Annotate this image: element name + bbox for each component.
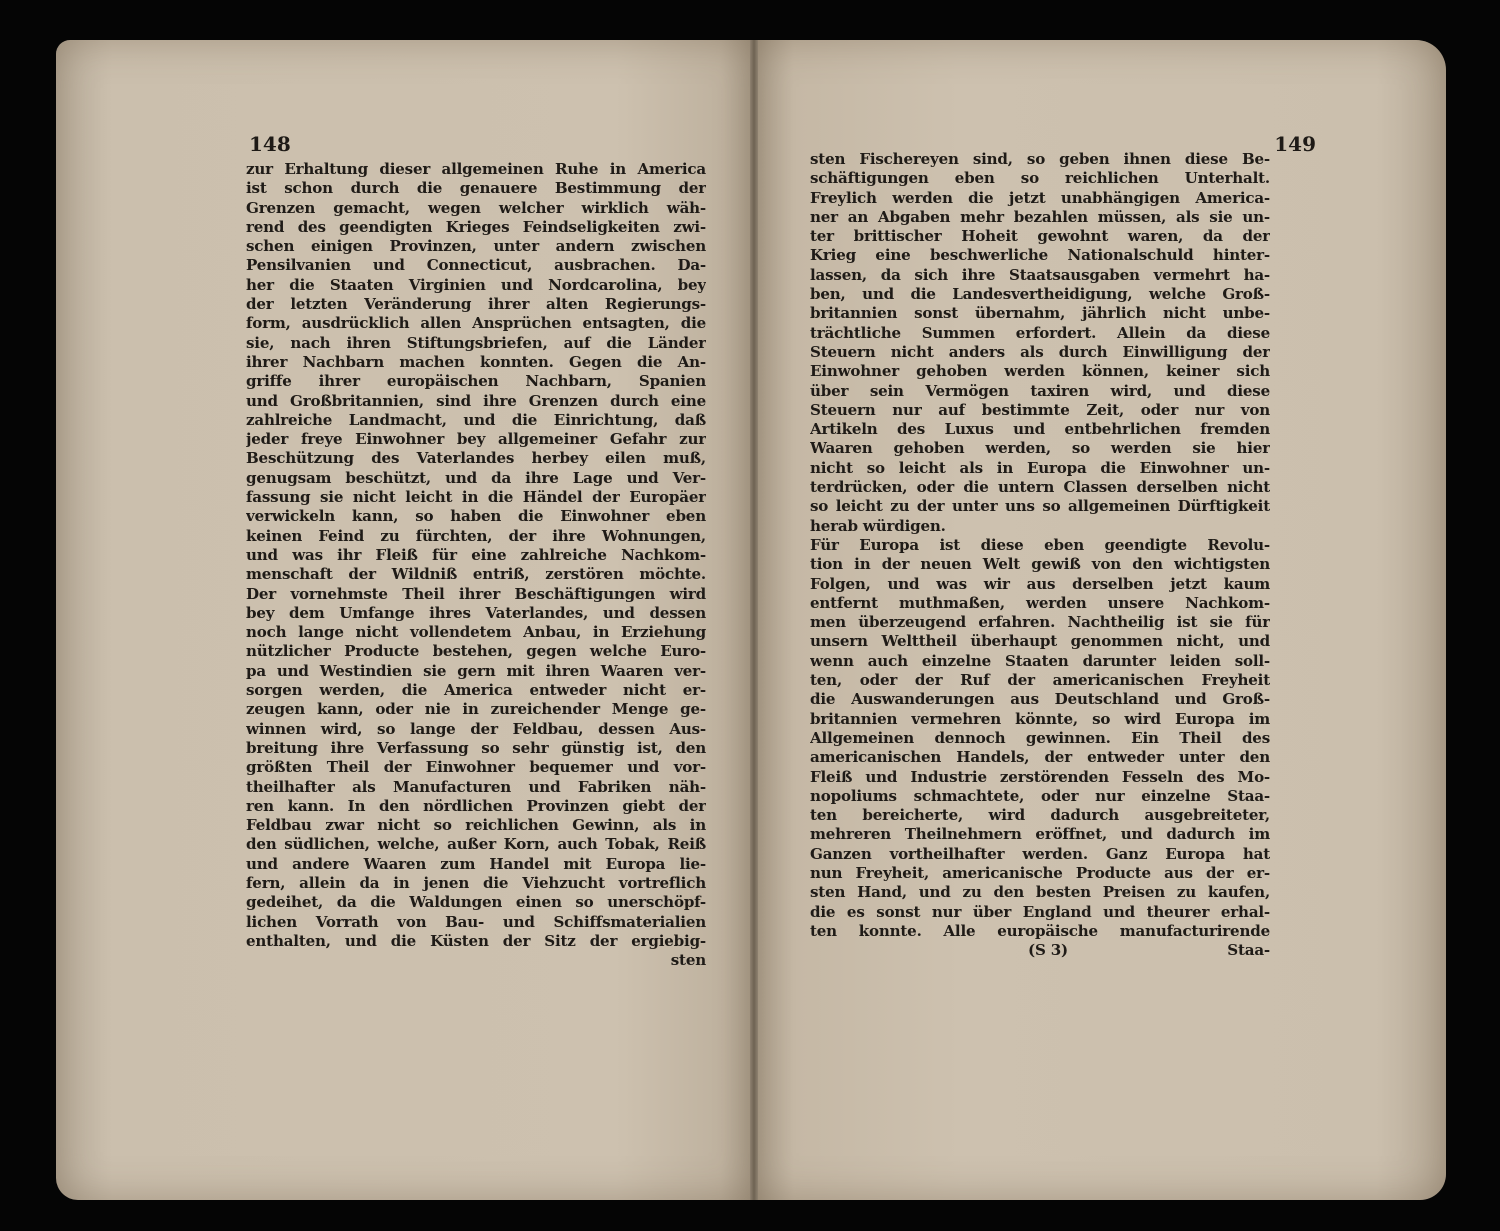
text-line: fern, allein da in jenen die Viehzucht vortreflich [246,873,706,892]
text-line: Artikeln des Luxus und entbehrlichen fremden [810,420,1270,439]
text-line: größten Theil der Einwohner bequemer und vor- [246,758,706,777]
text-line: griffe ihrer europäischen Nachbarn, Spanien [246,372,706,391]
text-line: Steuern nicht anders als durch Einwilligung der [810,342,1270,361]
text-line: gedeihet, da die Waldungen einen so unerschöpf- [246,893,706,912]
text-line: ten, oder der Ruf der americanischen Freyheit [810,671,1270,690]
left-page-text [246,160,706,970]
text-line: jeder freye Einwohner bey allgemeiner Gefahr zur [246,430,706,449]
text-line: zeugen kann, oder nie in zureichender Menge ge- [246,700,706,719]
text-line: Grenzen gemacht, wegen welcher wirklich wäh- [246,198,706,217]
text-line: verwickeln kann, so haben die Einwohner eben [246,507,706,526]
text-line: schäftigungen eben so reichlichen Unterhalt. [810,169,1270,188]
catchword: Staa- [1227,941,1270,960]
text-line: nun Freyheit, americanische Producte aus der er- [810,863,1270,882]
text-line: Waaren gehoben werden, so werden sie hier [810,439,1270,458]
text-line: Feldbau zwar nicht so reichlichen Gewinn, als in [246,816,706,835]
open-book [56,40,1446,1200]
text-line: Ganzen vortheilhafter werden. Ganz Europa hat [810,844,1270,863]
right-page-text [810,150,1270,960]
text-line: terdrücken, oder die untern Classen derselben nicht [810,478,1270,497]
text-line: den südlichen, welche, außer Korn, auch Tobak, Reiß [246,835,706,854]
text-line: mehreren Theilnehmern eröffnet, und dadurch im [810,825,1270,844]
book-gutter [750,40,758,1200]
text-line: keinen Feind zu fürchten, der ihre Wohnungen, [246,526,706,545]
text-line: her die Staaten Virginien und Nordcarolina, bey [246,275,706,294]
text-line: noch lange nicht vollendetem Anbau, in Erziehung [246,623,706,642]
text-line: nützlicher Producte bestehen, gegen welche Euro- [246,642,706,661]
text-line: americanischen Handels, der entweder unter den [810,748,1270,767]
text-line: die es sonst nur über England und theurer erhal- [810,902,1270,921]
text-line: unsern Welttheil überhaupt genommen nicht, und [810,632,1270,651]
text-line: winnen wird, so lange der Feldbau, dessen Aus- [246,719,706,738]
text-line: ner an Abgaben mehr bezahlen müssen, als sie un- [810,207,1270,226]
text-line: pa und Westindien sie gern mit ihren Waaren ver- [246,661,706,680]
text-line: entfernt muthmaßen, werden unsere Nachkom- [810,593,1270,612]
text-line: und was ihr Fleiß für eine zahlreiche Nachkom- [246,545,706,564]
page-number-left: 148 [249,132,291,156]
text-line: ren kann. In den nördlichen Provinzen giebt der [246,796,706,815]
text-line: lichen Vorrath von Bau- und Schiffsmaterialien [246,912,706,931]
text-line: zahlreiche Landmacht, und die Einrichtung, daß [246,410,706,429]
text-line: form, ausdrücklich allen Ansprüchen entsagten, die [246,314,706,333]
catchword: sten [670,951,706,970]
text-line: Pensilvanien und Connecticut, ausbrachen. Da- [246,256,706,275]
text-line: so leicht zu der unter uns so allgemeinen Dürftigkeit [810,497,1270,516]
page-number-right: 149 [1274,132,1316,156]
text-line: wenn auch einzelne Staaten darunter leiden soll- [810,651,1270,670]
text-line: britannien vermehren könnte, so wird Europa im [810,709,1270,728]
text-line: britannien sonst übernahm, jährlich nicht unbe- [810,304,1270,323]
text-line: men überzeugend erfahren. Nachtheilig ist sie für [810,613,1270,632]
text-line: herab würdigen. [810,516,946,535]
text-line: Allgemeinen dennoch gewinnen. Ein Theil des [810,728,1270,747]
text-line: breitung ihre Verfassung so sehr günstig ist, den [246,738,706,757]
text-line: sie, nach ihren Stiftungsbriefen, auf die Länder [246,333,706,352]
text-line: ten bereicherte, wird dadurch ausgebreiteter, [810,806,1270,825]
text-line: ter brittischer Hoheit gewohnt waren, da der [810,227,1270,246]
text-line: zur Erhaltung dieser allgemeinen Ruhe in America [246,160,706,178]
text-line: der letzten Veränderung ihrer alten Regierungs- [246,295,706,314]
text-line: rend des geendigten Krieges Feindseligkeiten zwi- [246,217,706,236]
text-line: menschaft der Wildniß entriß, zerstören möchte. [246,565,706,584]
text-line: sten Hand, und zu den besten Preisen zu kaufen, [810,883,1270,902]
text-line: die Auswanderungen aus Deutschland und Groß- [810,690,1270,709]
text-line: enthalten, und die Küsten der Sitz der ergiebig- [246,931,706,950]
left-page [56,40,756,1200]
text-line: Krieg eine beschwerliche Nationalschuld hinter- [810,246,1270,265]
text-line: schen einigen Provinzen, unter andern zwischen [246,237,706,256]
text-line: theilhafter als Manufacturen und Fabriken näh- [246,777,706,796]
text-line: Für Europa ist diese eben geendigte Revolu- [810,535,1270,554]
text-line: Folgen, und was wir aus derselben jetzt kaum [810,574,1270,593]
right-page [752,40,1446,1200]
page-footer [810,941,1270,960]
text-line: ist schon durch die genauere Bestimmung der [246,179,706,198]
text-line: Steuern nur auf bestimmte Zeit, oder nur von [810,400,1270,419]
text-line: Der vornehmste Theil ihrer Beschäftigungen wird [246,584,706,603]
text-line: sten Fischereyen sind, so geben ihnen diese Be- [810,150,1270,168]
text-line: bey dem Umfange ihres Vaterlandes, und dessen [246,603,706,622]
text-line: Einwohner gehoben werden können, keiner sich [810,362,1270,381]
text-line: genugsam beschützt, und da ihre Lage und Ver- [246,468,706,487]
text-line: ihrer Nachbarn machen konnten. Gegen die An- [246,352,706,371]
text-line: sorgen werden, die America entweder nicht er- [246,681,706,700]
text-line: Fleiß und Industrie zerstörenden Fesseln des Mo- [810,767,1270,786]
text-line: Freylich werden die jetzt unabhängigen America- [810,188,1270,207]
text-line: nopoliums schmachtete, oder nur einzelne Staa- [810,786,1270,805]
text-line: ben, und die Landesvertheidigung, welche Groß- [810,285,1270,304]
text-line: lassen, da sich ihre Staatsausgaben vermehrt ha- [810,265,1270,284]
text-line: und Großbritannien, sind ihre Grenzen durch eine [246,391,706,410]
text-line: und andere Waaren zum Handel mit Europa lie- [246,854,706,873]
text-line: fassung sie nicht leicht in die Händel der Europäer [246,488,706,507]
text-line: über sein Vermögen taxiren wird, und diese [810,381,1270,400]
signature-mark: (S 3) [1028,941,1068,960]
text-line: Beschützung des Vaterlandes herbey eilen muß, [246,449,706,468]
text-line: ten konnte. Alle europäische manufacturirende [810,921,1270,940]
text-line: nicht so leicht als in Europa die Einwohner un- [810,458,1270,477]
text-line: tion in der neuen Welt gewiß von den wichtigsten [810,555,1270,574]
text-line: trächtliche Summen erfordert. Allein da diese [810,323,1270,342]
